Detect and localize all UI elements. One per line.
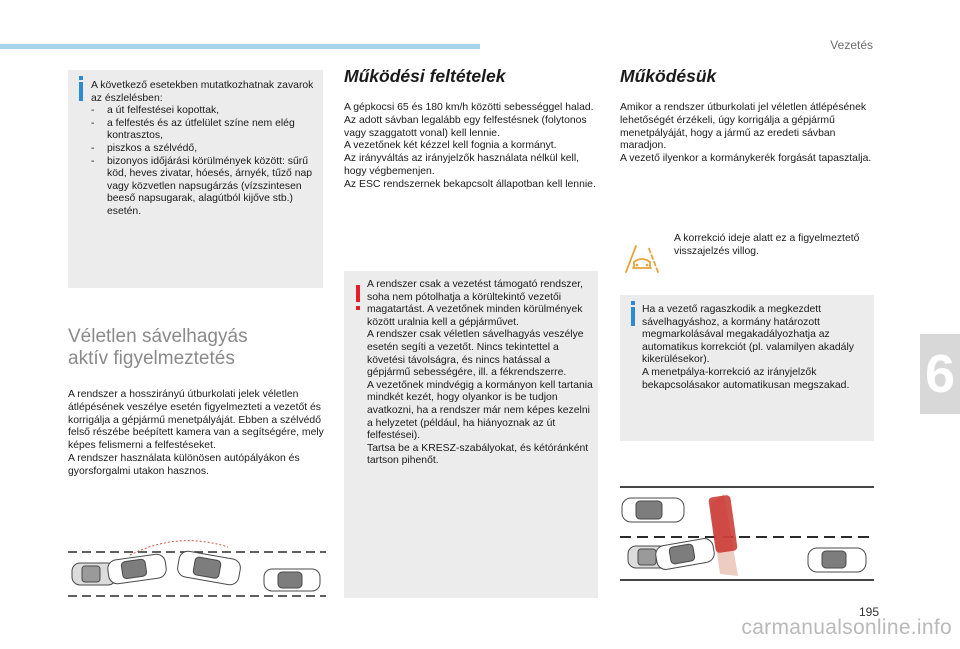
text-line: A vezető ilyenkor a kormánykerék forgását tapasztalja. (620, 153, 872, 165)
text-line: Az adott sávban legalább egy felfestésnek (folytonos vagy szaggatott vonal) kell lennie. (344, 114, 587, 139)
text-line: Amikor a rendszer útburkolati jel véletlen átlépésének lehetőségét érzékeli, úgy korrigálja a gépjármű menetpályáját, hogy a jármű az eredeti sávban maradjon. (620, 102, 867, 152)
paragraph: A rendszer használata különösen autópályákon és gyorsforgalmi utakon hasznos. (68, 452, 300, 477)
text-line: Az irányváltás az irányjelzők használata nélkül kell, hogy végbemenjen. (344, 153, 580, 177)
detection-limits-list (91, 105, 319, 218)
list-item: - piszkos a szélvédő, (91, 143, 319, 156)
chapter-number: 6 (924, 344, 956, 404)
info-box-text (642, 304, 870, 392)
list-item: - a felfestés és az útfelület színe nem elég kontrasztos, (91, 118, 319, 143)
info-box-text (91, 80, 319, 219)
operating-conditions-text (344, 102, 600, 192)
lane-departure-illustration (68, 533, 326, 603)
warning-box-text (367, 279, 595, 468)
paragraph: A rendszer a hosszirányú útburkolati jelek véletlen átlépésének veszélye esetén figyelmezteti a vezetőt és korrigálja a gépjármű menetpályáját. Ebben a szélvédő felső részébe beépített kamera van a segítségére, mely képes felismerni a felfestéseket. (68, 389, 324, 452)
text-line: A menetpálya-korrekció az irányjelzők bekapcsolásakor automatikusan megszakad. (642, 366, 850, 391)
info-icon (631, 307, 635, 326)
list-item: - a út felfestései kopottak, (91, 105, 319, 118)
page-number: 195 (858, 605, 879, 619)
info-box-detection-limits (68, 70, 323, 288)
section-label: Vezetés (830, 38, 873, 52)
text-line: A gépkocsi 65 és 180 km/h közötti sebességgel halad. (344, 102, 594, 113)
section-title-operation: Működésük (620, 66, 717, 86)
car-icon (654, 537, 715, 571)
lane-correction-illustration (620, 486, 874, 582)
info-box-override (620, 295, 874, 441)
section-title-operating-conditions: Működési feltételek (344, 66, 506, 86)
text-line: A rendszer csak véletlen sávelhagyás veszélye esetén segíti a vezetőt. Nincs tekintettel a követési távolságra, és nincs hatással a gépjármű sebességére, ill. a fékrendszerre. (367, 329, 584, 379)
text-line: Az ESC rendszernek bekapcsolt állapotban kell lennie. (344, 178, 596, 190)
section-title-line: Véletlen sávelhagyás (68, 326, 248, 347)
watermark: carmanualsonline.info (741, 616, 952, 639)
info-icon (79, 82, 83, 101)
info-box-intro: A következő esetekben mutatkozhatnak zavarok az észlelésben: (91, 80, 314, 104)
text-line: A vezetőnek mindvégig a kormányon kell tartania mindkét kezét, hogy olyankor is be tudjon avatkozni, ha a rendszer már nem képes kezelni a helyzetet (például, ha hiányoznak az út felfestései). (367, 379, 593, 442)
car-icon (107, 553, 168, 585)
car-icon (176, 550, 242, 586)
text-line: Ha a vezető ragaszkodik a megkezdett sávelhagyáshoz, a kormány határozott megmarkolásával megakadályozhatja az automatikus korrekciót (pl. valamilyen akadály kikerülésekor). (642, 304, 854, 366)
lane-keep-warning-icon (622, 238, 662, 274)
car-icon (622, 498, 684, 522)
operation-text (620, 102, 874, 166)
car-icon (808, 548, 866, 572)
text-line: Tartsa be a KRESZ-szabályokat, és kétóránként tartson pihenőt. (367, 442, 589, 467)
text-line: A vezetőnek két kézzel kell fognia a kormányt. (344, 140, 557, 152)
top-accent-bar (0, 44, 480, 49)
warning-box (344, 271, 598, 598)
correction-note: A korrekció ideje alatt ez a figyelmeztető visszajelzés villog. (674, 233, 860, 257)
text-line: A rendszer csak a vezetést támogató rendszer, soha nem pótolhatja a körültekintő vezetői magatartást. A vezetőnek minden körülmények között uralnia kell a gépjárművet. (367, 279, 584, 328)
warning-icon (356, 285, 360, 302)
car-icon (264, 569, 320, 591)
lane-departure-intro (68, 389, 328, 479)
section-title-line: aktív figyelmeztetés (68, 348, 235, 369)
section-title-lane-departure (68, 326, 328, 370)
list-item: - bizonyos időjárási körülmények között: sűrű köd, heves zivatar, hóesés, árnyék, tűző nap vagy közvetlen napsugárzás (vízszintesen beeső napsugarak, alagútból kijőve stb.) esetén. (91, 156, 319, 219)
